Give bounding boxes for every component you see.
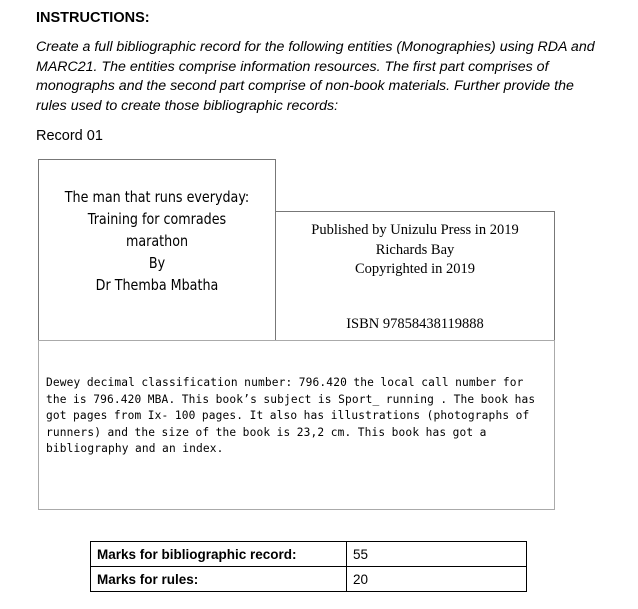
marks-value: 55 bbox=[347, 542, 527, 567]
marks-value: 20 bbox=[347, 567, 527, 592]
marks-label: Marks for rules: bbox=[91, 567, 347, 592]
marks-label: Marks for bibliographic record: bbox=[91, 542, 347, 567]
publication-box bbox=[275, 211, 555, 342]
place-of-publication: Richards Bay bbox=[375, 241, 455, 258]
description-text: Dewey decimal classification number: 796.420 the local call number for the is 796.420 MBA. This book’s subject is Sport_ running . The book has got pages from Ix- 100 pages. It also has illustrations (photographs of runners) and the size of the book is 23,2 cm. This book has got a bibliography and an index. bbox=[46, 376, 536, 455]
book-title-line-2: Training for comrades marathon bbox=[87, 210, 227, 250]
title-page-box bbox=[38, 159, 276, 341]
instructions-text: Create a full bibliographic record for the following entities (Monographies) using RDA and MARC21. The entities comprise information resources. The first part comprises of monographs and the second part comprise of non-book materials. Further provide the rules used to create those bibliographic records: bbox=[36, 39, 595, 114]
publisher-statement: Published by Unizulu Press in 2019 bbox=[311, 222, 519, 238]
table-row bbox=[91, 567, 527, 592]
book-title-line-1: The man that runs everyday: bbox=[64, 188, 250, 206]
marks-table bbox=[90, 541, 527, 592]
by-line: By bbox=[148, 254, 166, 272]
record-label: Record 01 bbox=[36, 128, 103, 144]
isbn: ISBN 97858438119888 bbox=[346, 316, 484, 332]
table-row bbox=[91, 542, 527, 567]
description-box bbox=[38, 340, 555, 510]
copyright-statement: Copyrighted in 2019 bbox=[354, 261, 476, 277]
author-name: Dr Themba Mbatha bbox=[95, 276, 219, 294]
instructions-heading: INSTRUCTIONS: bbox=[36, 10, 150, 26]
